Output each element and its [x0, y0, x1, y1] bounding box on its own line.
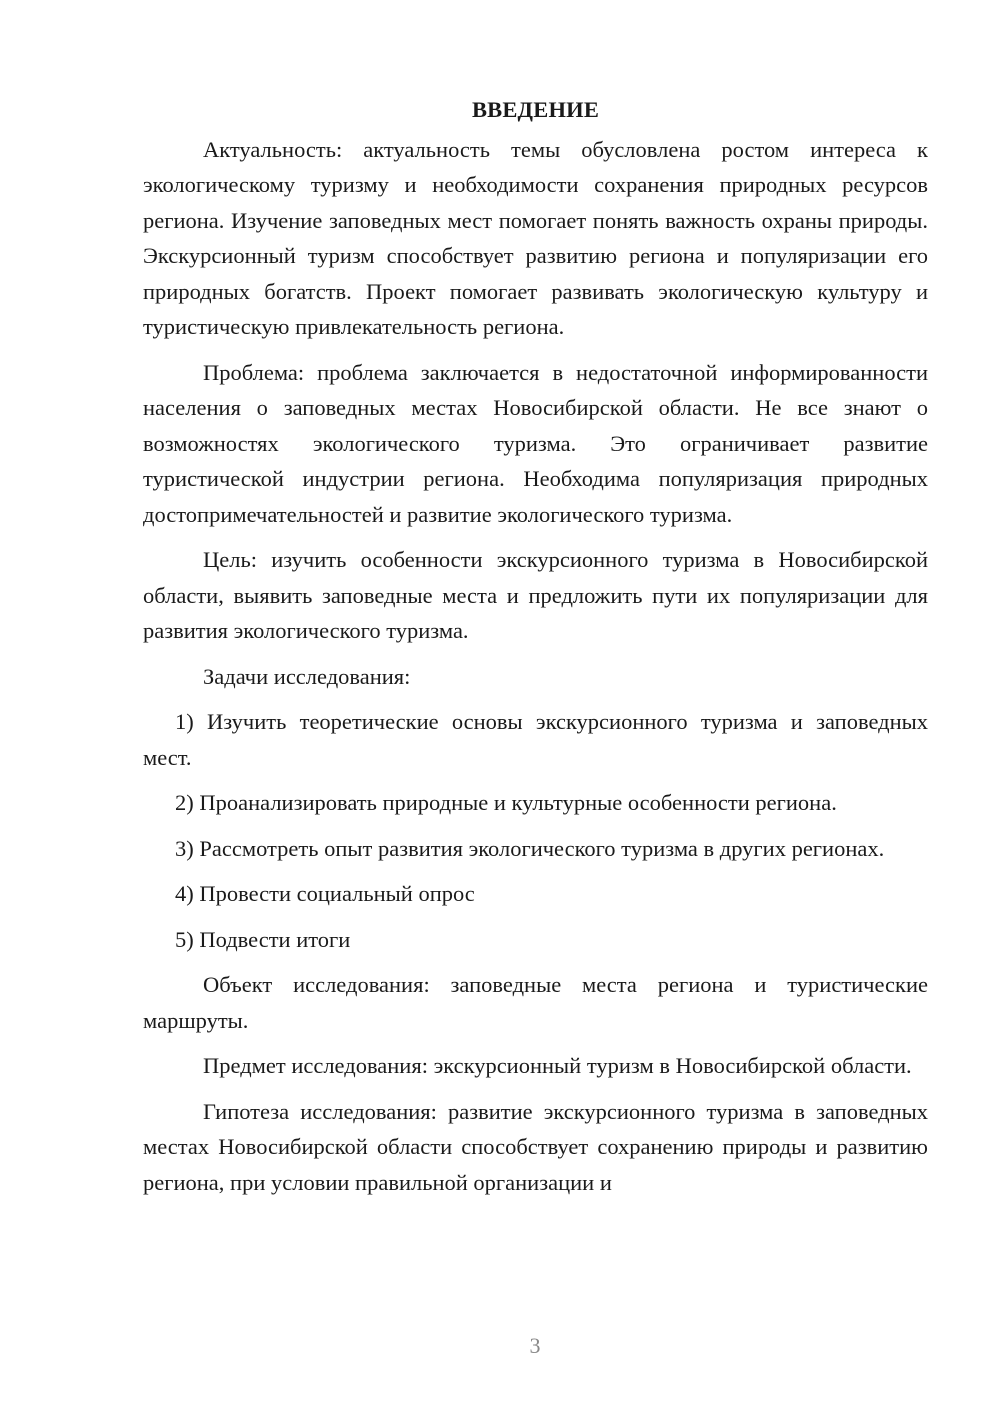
paragraph-hypothesis: Гипотеза исследования: развитие экскурсионного туризма в заповедных местах Новосибирской области способствует сохранению природы и развитию региона, при условии правильной организации и: [143, 1098, 928, 1195]
paragraph-goal: Цель: изучить особенности экскурсионного туризма в Новосибирской области, выявить заповедные места и предложить пути их популяризации для развития экологического туризма.: [143, 547, 928, 643]
task-item-5: 5) Подвести итоги: [175, 926, 351, 952]
paragraph-tasks-heading: Задачи исследования:: [203, 663, 411, 689]
section-title: ВВЕДЕНИЕ: [471, 97, 600, 122]
task-item-2: 2) Проанализировать природные и культурные особенности региона.: [175, 790, 837, 815]
task-item-4: 4) Провести социальный опрос: [175, 881, 475, 906]
task-item-1: 1) Изучить теоретические основы экскурсионного туризма и заповедных мест.: [143, 709, 928, 770]
paragraph-problem: Проблема: проблема заключается в недостаточной информированности населения о заповедных местах Новосибирской области. Не все знают о возможностях экологического туризма. Это ограничивает развитие туристической индустрии региона. Необходима популяризация природных достопримечательностей и развитие экологического туризма.: [143, 359, 928, 527]
page-number: 3: [529, 1333, 541, 1358]
task-item-3: 3) Рассмотреть опыт развития экологического туризма в других регионах.: [175, 835, 885, 861]
page-content: [143, 92, 928, 1210]
paragraph-subject: Предмет исследования: экскурсионный туризм в Новосибирской области.: [203, 1053, 912, 1078]
paragraph-relevance: Актуальность: актуальность темы обусловлена ростом интереса к экологическому туризму и необходимости сохранения природных ресурсов региона. Изучение заповедных мест помогает понять важность охраны природы. Экскурсионный туризм способствует развитию региона и популяризации его природных богатств. Проект помогает развивать экологическую культуру и туристическую привлекательность региона.: [143, 136, 928, 339]
paragraph-object: Объект исследования: заповедные места региона и туристические маршруты.: [143, 972, 928, 1033]
